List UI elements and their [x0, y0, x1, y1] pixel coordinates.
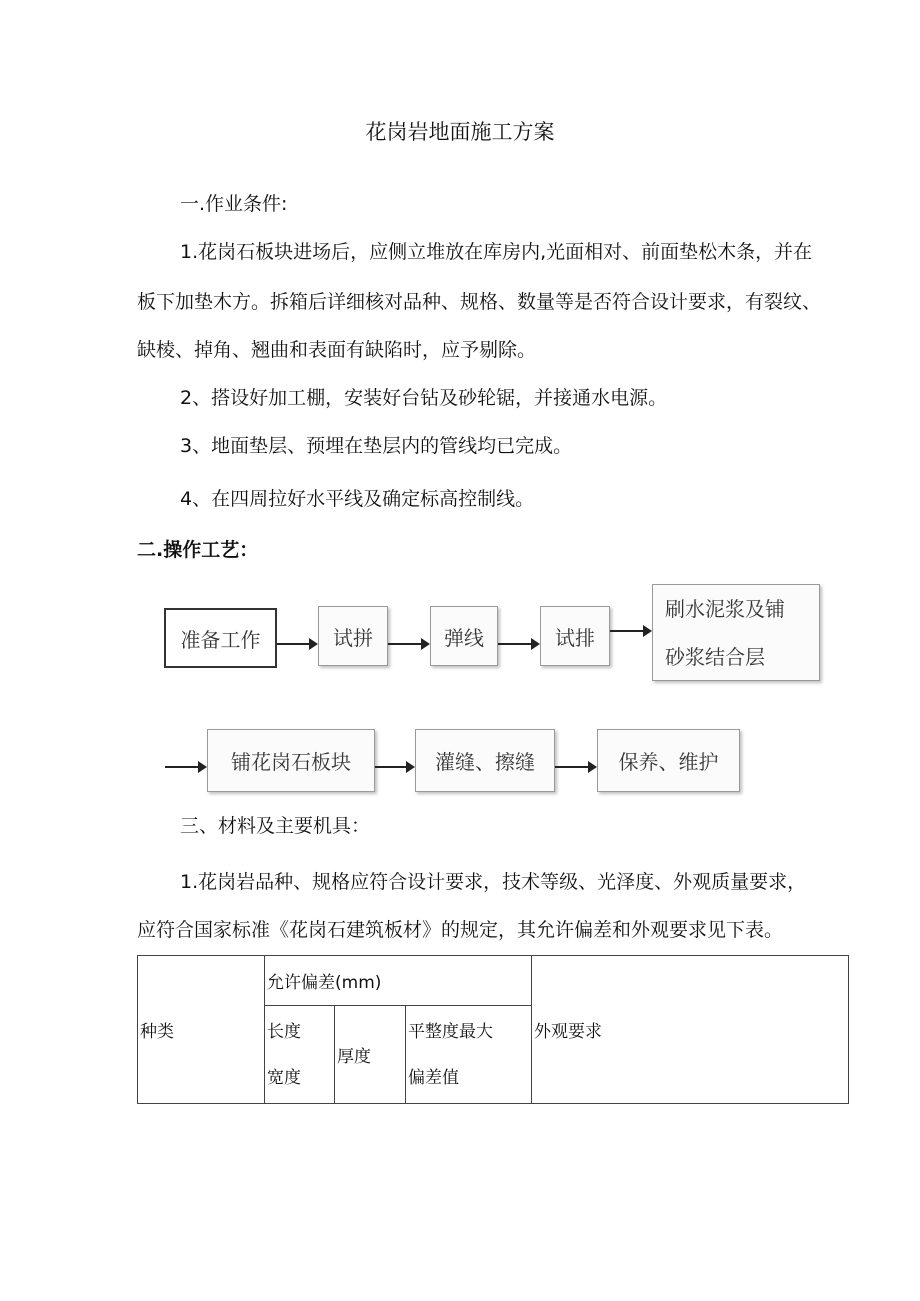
- flow-arrow-1: [277, 643, 316, 645]
- flow-step-trial-layout: 试排: [540, 606, 610, 666]
- table-subheader-width: 宽度: [267, 1067, 301, 1088]
- table-subheader-flatness: [406, 1006, 532, 1104]
- section1-p1-line1: 1.花岗石板块进场后，应侧立堆放在库房内,光面相对、前面垫松木条，并在: [180, 241, 813, 263]
- flow-step-mortar-bed-line2: 砂浆结合层: [665, 644, 765, 669]
- table-header-appearance: 外观要求: [532, 956, 849, 1104]
- flow-arrow-2: [388, 643, 428, 645]
- section1-p3: 3、地面垫层、预埋在垫层内的管线均已完成。: [180, 435, 573, 457]
- section3-p1-line2: 应符合国家标准《花岗石建筑板材》的规定，其允许偏差和外观要求见下表。: [137, 919, 784, 941]
- section1-p1-line2: 板下加垫木方。拆箱后详细核对品种、规格、数量等是否符合设计要求，有裂纹、: [137, 291, 822, 313]
- table-subheader-length: 长度: [267, 1021, 301, 1042]
- table-subheader-thickness: 厚度: [335, 1006, 406, 1104]
- tolerance-table: [137, 955, 849, 1104]
- section1-heading: 一.作业条件:: [180, 193, 288, 215]
- flow-arrow-3: [498, 643, 538, 645]
- flow-step-mortar-bed-line1: 刷水泥浆及铺: [665, 596, 785, 621]
- flow-arrow-6: [375, 766, 413, 768]
- table-header-tolerance: 允许偏差(mm): [265, 956, 532, 1006]
- section3-heading: 三、材料及主要机具：: [180, 815, 371, 837]
- section1-p4: 4、在四周拉好水平线及确定标高控制线。: [180, 488, 535, 510]
- section1-p1-line3: 缺棱、掉角、翘曲和表面有缺陷时，应予剔除。: [137, 339, 537, 361]
- flow-arrow-5: [165, 766, 205, 768]
- flow-step-line-marking: 弹线: [430, 606, 498, 666]
- flow-step-mortar-bed: [652, 584, 820, 681]
- flow-step-prepare: 准备工作: [164, 608, 277, 668]
- section3-p1-line1: 1.花岗岩品种、规格应符合设计要求，技术等级、光泽度、外观质量要求，: [180, 871, 807, 893]
- section1-p2: 2、搭设好加工棚，安装好台钻及砂轮锯，并接通水电源。: [180, 387, 668, 409]
- flow-step-maintenance: 保养、维护: [597, 729, 740, 792]
- section2-heading: 二.操作工艺：: [137, 539, 259, 561]
- document-title: 花岗岩地面施工方案: [365, 120, 555, 144]
- table-subheader-flatness-line2: 偏差值: [408, 1067, 459, 1088]
- table-subheader-length-width: [265, 1006, 335, 1104]
- flow-arrow-7: [555, 766, 595, 768]
- flow-step-lay-granite: 铺花岗石板块: [207, 729, 375, 792]
- flow-step-grouting: 灌缝、擦缝: [415, 729, 555, 792]
- table-header-type: 种类: [138, 956, 265, 1104]
- flow-step-trial-fit: 试拼: [318, 606, 388, 666]
- table-subheader-flatness-line1: 平整度最大: [408, 1021, 493, 1042]
- flow-arrow-4: [610, 630, 650, 632]
